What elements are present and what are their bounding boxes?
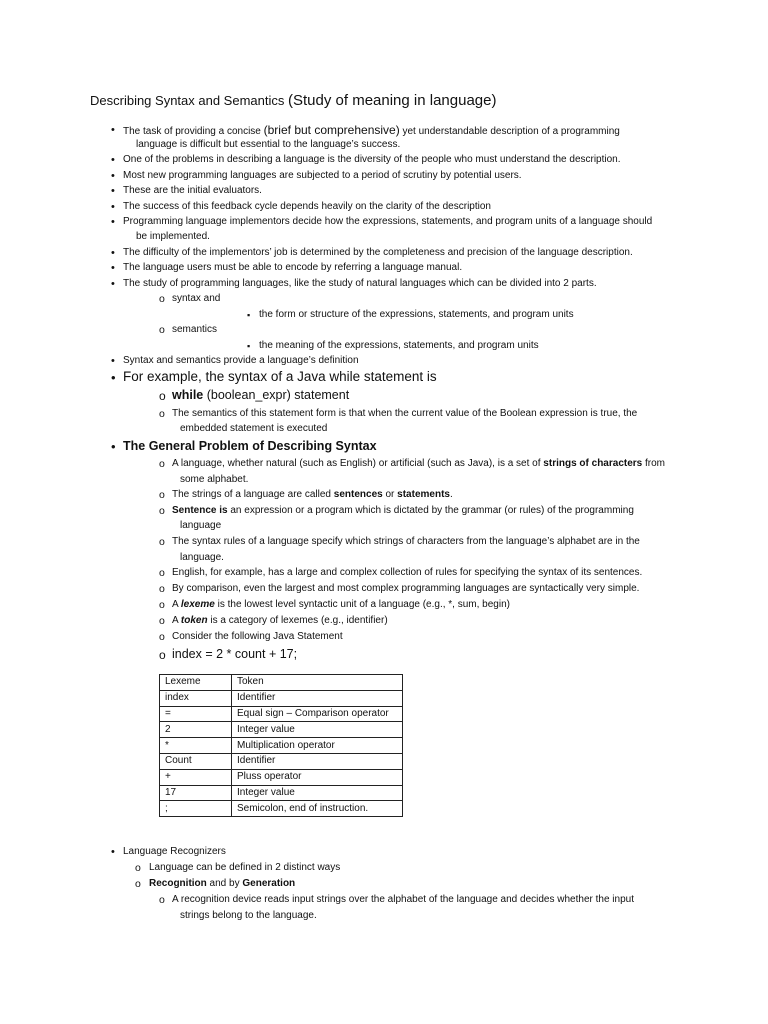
item-recognition-device: A recognition device reads input strings over the alphabet of the language and decides whether the input <box>172 894 634 905</box>
item-language-def-cont: some alphabet. <box>180 474 249 485</box>
bullet-study: The study of programming languages, like the study of natural languages which can be divided into 2 parts. <box>123 278 597 289</box>
square-marker: ▪ <box>247 310 251 320</box>
table-row <box>160 722 403 738</box>
circle-marker: o <box>159 599 165 611</box>
circle-marker: o <box>159 631 165 643</box>
bullet-marker: • <box>111 185 115 197</box>
circle-marker: o <box>159 894 165 906</box>
table-header-cell: Lexeme <box>160 675 232 691</box>
while-statement: while (boolean_expr) statement <box>172 388 350 402</box>
item-syntax: syntax and <box>172 293 221 304</box>
circle-marker: o <box>135 878 141 890</box>
table-cell: = <box>160 706 232 722</box>
bullet-feedback: The success of this feedback cycle depends heavily on the clarity of the description <box>123 201 491 212</box>
bullet-difficulty: The difficulty of the implementors’ job is determined by the completeness and precision of the language description. <box>123 247 633 258</box>
circle-marker: o <box>159 293 165 305</box>
bullet-marker: • <box>111 355 115 367</box>
table-cell: * <box>160 738 232 754</box>
item-english: English, for example, has a large and complex collection of rules for specifying the syntax of its sentences. <box>172 567 643 578</box>
square-marker: ▪ <box>247 341 251 351</box>
item-consider: Consider the following Java Statement <box>172 631 343 642</box>
bullet-marker: • <box>111 846 115 858</box>
table-cell: + <box>160 769 232 785</box>
table-cell: 17 <box>160 785 232 801</box>
bullet-marker: • <box>111 124 115 136</box>
bullet-definition: Syntax and semantics provide a language’s definition <box>123 355 359 366</box>
bullet-diversity: One of the problems in describing a language is the diversity of the people who must understand the description. <box>123 154 621 165</box>
item-syntax-rules-cont: language. <box>180 552 224 563</box>
bullet-implementors-cont: be implemented. <box>136 231 210 242</box>
item-language-def: A language, whether natural (such as English) or artificial (such as Java), is a set of strings of characters from <box>172 458 666 469</box>
circle-marker: o <box>159 648 166 662</box>
title-main: Describing Syntax and Semantics <box>90 93 285 108</box>
table-cell: Pluss operator <box>232 769 403 785</box>
bullet-scrutiny: Most new programming languages are subjected to a period of scrutiny by potential users. <box>123 170 522 181</box>
semantics-description: The semantics of this statement form is that when the current value of the Boolean expression is true, the <box>172 408 638 419</box>
table-cell: Integer value <box>232 722 403 738</box>
bullet-marker: • <box>111 247 115 259</box>
section-heading-recognizers: Language Recognizers <box>123 846 226 857</box>
bullet-marker: • <box>111 439 116 454</box>
item-sentence-is: Sentence is an expression or a program which is dictated by the grammar (or rules) of the programming <box>172 505 634 516</box>
table-cell: Identifier <box>232 690 403 706</box>
item-sentence-is-cont: language <box>180 520 222 531</box>
item-semantics-def: the meaning of the expressions, statements, and program units <box>259 340 539 351</box>
item-recognition-generation: Recognition and by Generation <box>149 878 296 889</box>
item-two-ways: Language can be defined in 2 distinct ways <box>149 862 341 873</box>
bullet-task: The task of providing a concise (brief but comprehensive) yet understandable description of a programming <box>123 123 620 137</box>
circle-marker: o <box>159 324 165 336</box>
table-cell: Semicolon, end of instruction. <box>232 801 403 817</box>
bullet-users: The language users must be able to encode by referring a language manual. <box>123 262 463 273</box>
table-header-row <box>160 675 403 691</box>
item-semantics: semantics <box>172 324 218 335</box>
circle-marker: o <box>159 505 165 517</box>
item-sentences: The strings of a language are called sentences or statements. <box>172 489 453 500</box>
bullet-marker: • <box>111 262 115 274</box>
title-sub: (Study of meaning in language) <box>288 92 497 109</box>
circle-marker: o <box>159 458 165 470</box>
bullet-task-cont: language is difficult but essential to the language’s success. <box>136 139 401 150</box>
bullet-marker: • <box>111 154 115 166</box>
circle-marker: o <box>159 615 165 627</box>
bullet-marker: • <box>111 201 115 213</box>
table-cell: Count <box>160 753 232 769</box>
bullet-implementors: Programming language implementors decide how the expressions, statements, and program units of a language should <box>123 216 653 227</box>
section-heading-general: The General Problem of Describing Syntax <box>123 439 377 453</box>
table-cell: Integer value <box>232 785 403 801</box>
java-statement: index = 2 * count + 17; <box>172 647 298 661</box>
table-row <box>160 690 403 706</box>
item-comparison: By comparison, even the largest and most complex programming languages are syntactically very simple. <box>172 583 640 594</box>
circle-marker: o <box>159 489 165 501</box>
item-lexeme: A lexeme is the lowest level syntactic unit of a language (e.g., *, sum, begin) <box>172 599 510 610</box>
semantics-description-cont: embedded statement is executed <box>180 423 328 434</box>
table-row <box>160 738 403 754</box>
bullet-marker: • <box>111 216 115 228</box>
table-cell: Multiplication operator <box>232 738 403 754</box>
circle-marker: o <box>159 536 165 548</box>
table-cell: Identifier <box>232 753 403 769</box>
table-row <box>160 801 403 817</box>
table-row <box>160 785 403 801</box>
item-syntax-def: the form or structure of the expressions, statements, and program units <box>259 309 574 320</box>
table-cell: 2 <box>160 722 232 738</box>
table-row <box>160 753 403 769</box>
table-cell: Equal sign – Comparison operator <box>232 706 403 722</box>
item-syntax-rules: The syntax rules of a language specify which strings of characters from the language’s alphabet are in the <box>172 536 640 547</box>
circle-marker: o <box>159 408 165 420</box>
table-cell: index <box>160 690 232 706</box>
circle-marker: o <box>159 583 165 595</box>
table-cell: ; <box>160 801 232 817</box>
table-header-cell: Token <box>232 675 403 691</box>
item-recognition-device-cont: strings belong to the language. <box>180 910 317 921</box>
item-token: A token is a category of lexemes (e.g., identifier) <box>172 615 388 626</box>
bullet-marker: • <box>111 170 115 182</box>
circle-marker: o <box>159 567 165 579</box>
bullet-evaluators: These are the initial evaluators. <box>123 185 262 196</box>
lexeme-token-table <box>159 674 403 817</box>
bullet-marker: • <box>111 370 116 385</box>
page-title <box>90 92 496 109</box>
circle-marker: o <box>159 389 166 403</box>
table-row <box>160 769 403 785</box>
bullet-example: For example, the syntax of a Java while statement is <box>123 369 437 384</box>
bullet-marker: • <box>111 278 115 290</box>
circle-marker: o <box>135 862 141 874</box>
table-row <box>160 706 403 722</box>
